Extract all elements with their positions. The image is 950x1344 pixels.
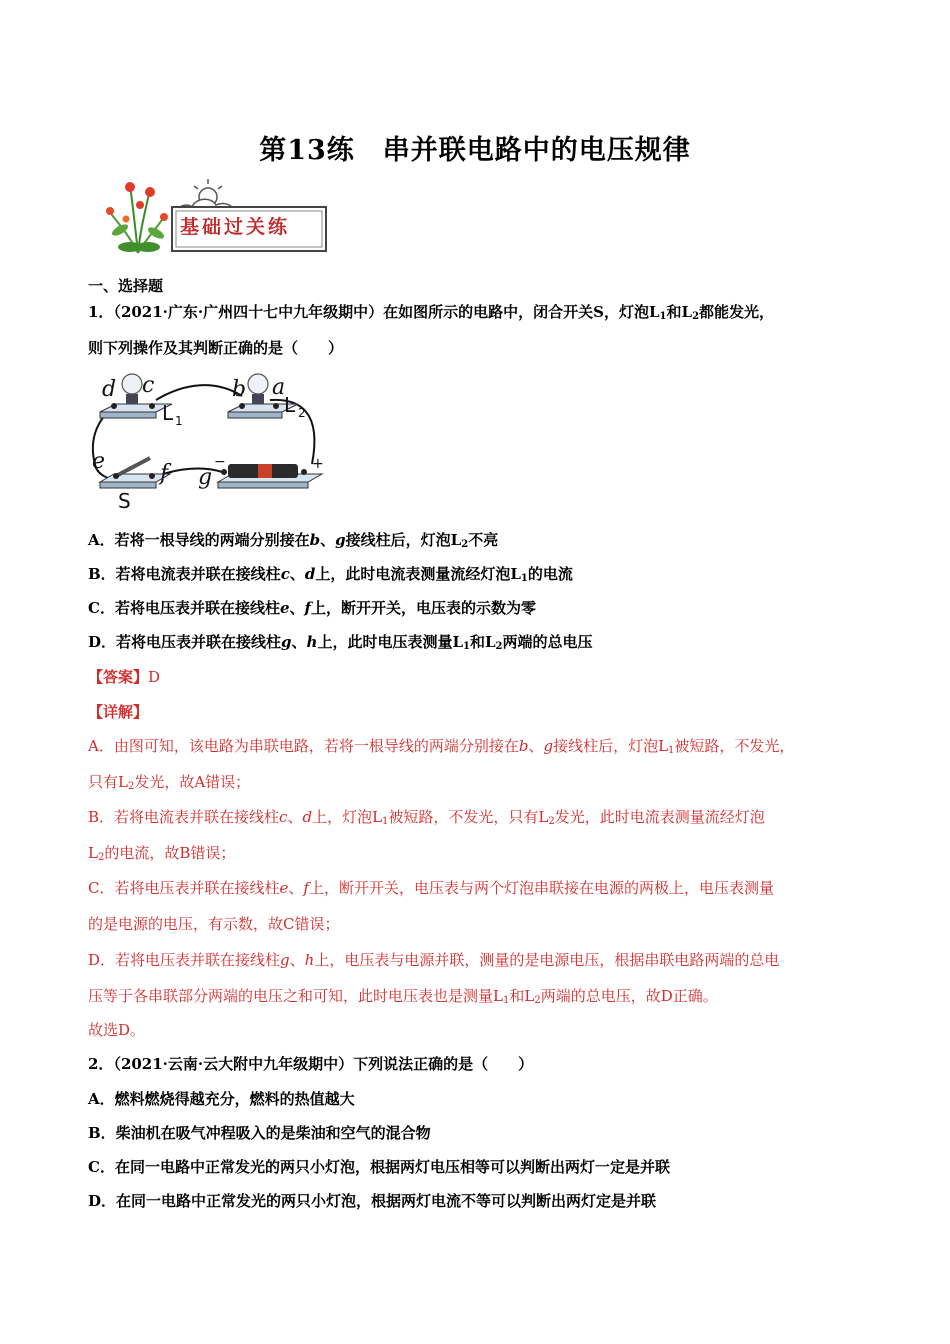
question-1-stem: 1．（2021·广东·广州四十七中九年级期中）在如图所示的电路中，闭合开关S，灯泡$L_1$和$L_2$都能发光，	[88, 303, 775, 322]
q1-detail-conclusion: 故选D。	[88, 1021, 146, 1039]
label-a: a	[272, 375, 286, 400]
q1-option-c: C．若将电压表并联在接线柱e、f上，断开开关，电压表的示数为零	[88, 599, 536, 617]
label-d: d	[102, 377, 117, 402]
q1-detail-d-line1: D．若将电压表并联在接线柱g、h上，电压表与电源并联，测量的是电源电压，根据串联电路两端的总电	[88, 951, 780, 969]
label-L1-sub: 1	[175, 414, 183, 428]
q1-detail-c-line2: 的是电源的电压，有示数，故C错误；	[88, 915, 340, 933]
label-S: S	[118, 489, 131, 513]
q1-detail-c-line1: C．若将电压表并联在接线柱e、f上，断开开关，电压表与两个灯泡串联接在电源的两极上，电压表测量	[88, 879, 774, 897]
q1-detail-b-line2: $L_2$的电流，故B错误；	[88, 844, 236, 863]
label-L2: L	[284, 393, 296, 417]
label-minus: −	[214, 454, 226, 470]
label-L1: L	[162, 401, 174, 425]
q1-option-d: D．若将电压表并联在接线柱g、h上，此时电压表测量$L_1$和$L_2$两端的总电压	[88, 633, 593, 652]
label-f: f	[160, 461, 169, 486]
q2-option-d: D．在同一电路中正常发光的两只小灯泡，根据两灯电流不等可以判断出两灯定是并联	[88, 1192, 657, 1210]
section-banner	[100, 175, 330, 255]
circuit-diagram	[86, 372, 336, 514]
q1-detail-a-line2: 只有$L_2$发光，故A错误；	[88, 773, 251, 792]
label-b: b	[232, 377, 247, 402]
question-2-stem: 2．（2021·云南·云大附中九年级期中）下列说法正确的是（ ）	[88, 1055, 534, 1073]
label-e: e	[92, 449, 106, 474]
label-c: c	[142, 373, 155, 398]
label-plus: +	[312, 456, 324, 472]
banner-label: 基础过关练	[180, 216, 291, 238]
q2-option-c: C．在同一电路中正常发光的两只小灯泡，根据两灯电压相等可以判断出两灯一定是并联	[88, 1158, 670, 1176]
plant-icon	[106, 182, 168, 253]
label-g: g	[198, 465, 213, 490]
q1-answer: 【答案】D	[88, 668, 161, 686]
q2-option-b: B．柴油机在吸气冲程吸入的是柴油和空气的混合物	[88, 1124, 431, 1142]
q1-detail-a-line1: A．由图可知，该电路为串联电路，若将一根导线的两端分别接在b、g接线柱后，灯泡$L_1$被短路，不发光，	[88, 737, 795, 756]
label-L2-sub: 2	[298, 406, 306, 420]
q1-option-b: B．若将电流表并联在接线柱c、d上，此时电流表测量流经灯泡$L_1$的电流	[88, 565, 573, 584]
q1-detail-b-line1: B．若将电流表并联在接线柱c、d上，灯泡$L_1$被短路，不发光，只有$L_2$发光，此时电流表测量流经灯泡	[88, 808, 765, 827]
q1-detail-d-line2: 压等于各串联部分两端的电压之和可知，此时电压表也是测量$L_1$和$L_2$两端的总电压，故D正确。	[88, 987, 718, 1006]
battery-icon	[218, 464, 322, 488]
section-heading: 一、选择题	[88, 277, 164, 295]
q1-detail-label: 【详解】	[88, 703, 149, 721]
q2-option-a: A．燃料燃烧得越充分，燃料的热值越大	[88, 1090, 355, 1108]
q1-option-a: A．若将一根导线的两端分别接在b、g接线柱后，灯泡$L_2$不亮	[88, 531, 499, 550]
question-1-stem-line2: 则下列操作及其判断正确的是（ ）	[88, 339, 344, 357]
page-title: 第13练 串并联电路中的电压规律	[259, 135, 691, 166]
